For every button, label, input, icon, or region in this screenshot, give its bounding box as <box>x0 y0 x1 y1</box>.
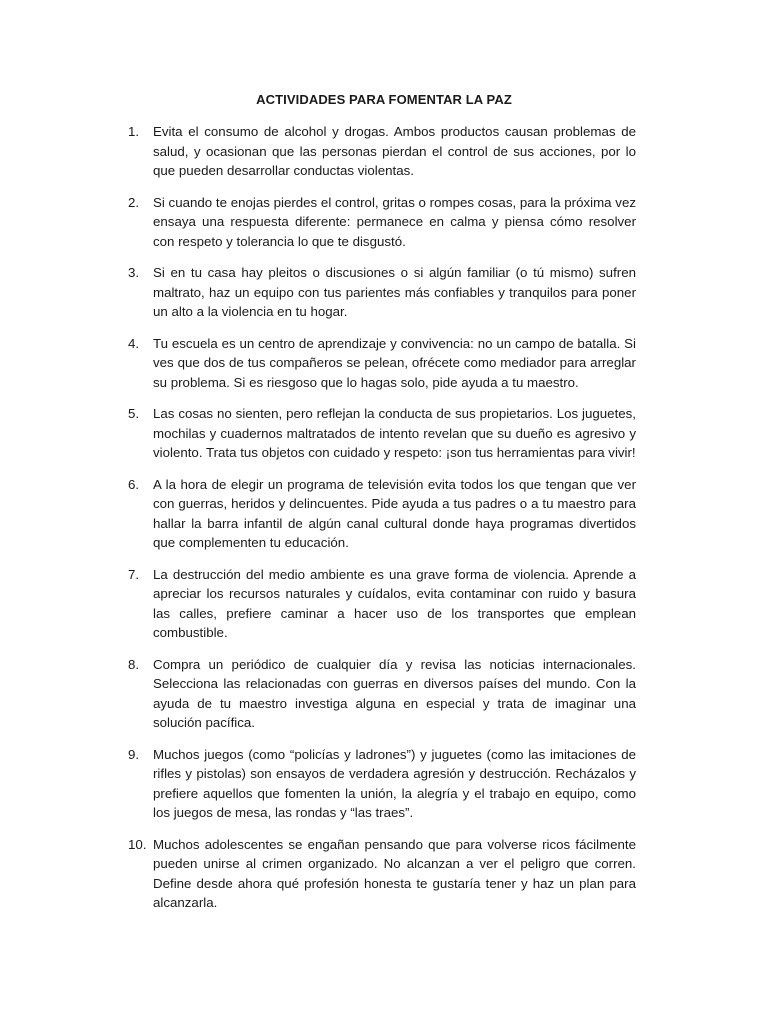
item-number: 1. <box>128 124 140 139</box>
item-text: Si cuando te enojas pierdes el control, gritas o rompes cosas, para la próxima vez ensaya una respuesta diferente: permanece en calma y piensa cómo resolver con respeto y tolerancia lo que te disgustó. <box>153 194 636 249</box>
item-text: Evita el consumo de alcohol y drogas. Ambos productos causan problemas de salud, y ocasionan que las personas pierdan el control de sus acciones, por lo que pueden desarrollar conductas violentas. <box>153 124 636 178</box>
item-number: 8. <box>128 656 140 672</box>
item-text: Muchos juegos (como “policías y ladrones”) y juguetes (como las imitaciones de rifles y pistolas) son ensayos de verdadera agresión y destrucción. Recházalos y prefiere aquellos que fomenten la unión, la alegría y el trabajo en equipo, como los juegos de mesa, las rondas y “las traes”. <box>153 746 636 820</box>
item-number: 4. <box>128 335 140 351</box>
item-number: 7. <box>128 566 140 582</box>
item-text: Las cosas no sienten, pero reflejan la conducta de sus propietarios. Los juguetes, mochilas y cuadernos maltratados de intento revelan que su dueño es agresivo y violento. Trata tus objetos con cuidado y respeto: ¡son tus herramientas para vivir! <box>153 406 636 460</box>
list-item <box>128 565 636 643</box>
item-number: 3. <box>128 265 140 280</box>
item-number: 10. <box>128 836 147 852</box>
list-item <box>128 655 636 733</box>
list-item <box>128 263 636 322</box>
list-item <box>128 193 636 252</box>
item-number: 2. <box>128 194 140 210</box>
item-number: 5. <box>128 406 140 421</box>
item-text: A la hora de elegir un programa de televisión evita todos los que tengan que ver con guerras, heridos y delincuentes. Pide ayuda a tus padres o a tu maestro para hallar la barra infantil de algún canal cultural donde haya programas divertidos que complementen tu educación. <box>153 476 636 550</box>
list-item <box>128 835 636 913</box>
list-item <box>128 334 636 393</box>
list-item <box>128 745 636 823</box>
item-text: Tu escuela es un centro de aprendizaje y convivencia: no un campo de batalla. Si ves que dos de tus compañeros se pelean, ofrécete como mediador para arreglar su problema. Si es riesgoso que lo hagas solo, pide ayuda a tu maestro. <box>153 335 636 390</box>
item-text: Muchos adolescentes se engañan pensando que para volverse ricos fácilmente pueden unirse al crimen organizado. No alcanzan a ver el peligro que corren. Define desde ahora qué profesión honesta te gustaría tener y haz un plan para alcanzarla. <box>153 836 636 910</box>
list-item <box>128 122 636 181</box>
item-text: La destrucción del medio ambiente es una grave forma de violencia. Aprende a apreciar los recursos naturales y cuídalos, evita contaminar con ruido y basura las calles, prefiere caminar a hacer uso de los transportes que emplean combustible. <box>153 566 636 640</box>
list-item <box>128 404 636 463</box>
item-text: Si en tu casa hay pleitos o discusiones o si algún familiar (o tú mismo) sufren maltrato, haz un equipo con tus parientes más confiables y tranquilos para poner un alto a la violencia en tu hogar. <box>153 265 636 319</box>
list-item <box>128 475 636 553</box>
item-number: 9. <box>128 746 140 762</box>
item-number: 6. <box>128 476 140 492</box>
document-title: ACTIVIDADES PARA FOMENTAR LA PAZ <box>256 92 512 107</box>
item-text: Compra un periódico de cualquier día y revisa las noticias internacionales. Selecciona las relacionadas con guerras en diversos países del mundo. Con la ayuda de tu maestro investiga alguna en especial y trata de imaginar una solución pacífica. <box>153 656 636 730</box>
activities-list <box>128 122 636 925</box>
